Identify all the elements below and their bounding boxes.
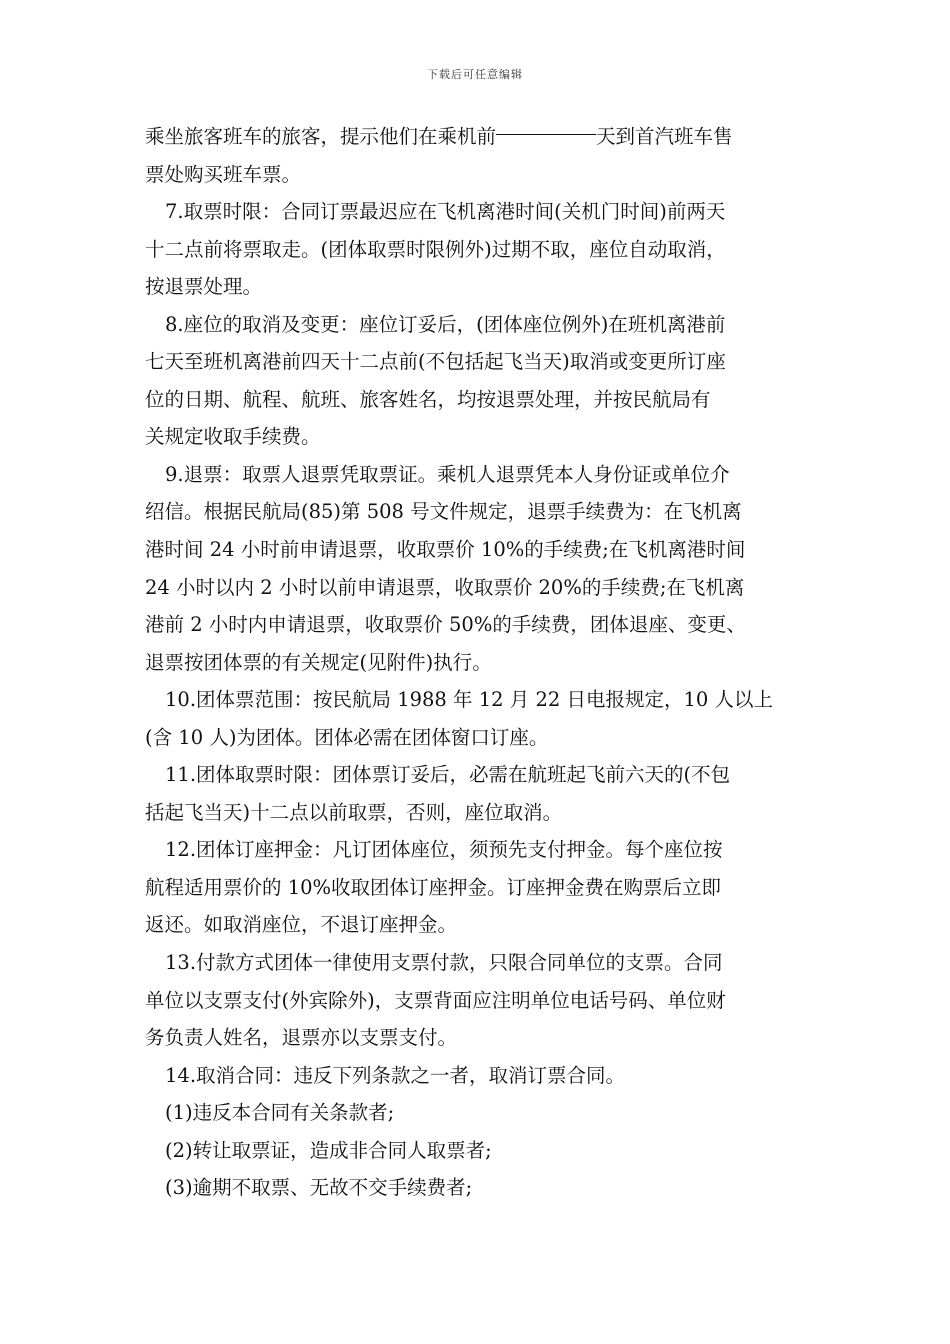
- text-line: 退票按团体票的有关规定(见附件)执行。: [145, 650, 492, 674]
- document-body: [145, 118, 813, 1207]
- text-line: (含 10 人)为团体。团体必需在团体窗口订座。: [145, 725, 549, 749]
- paragraph-11-line: 11.团体取票时限：团体票订妥后，必需在航班起飞前六天的(不包: [165, 763, 731, 787]
- text-segment: 天到首汽班车售: [596, 125, 733, 148]
- list-item: (3)逾期不取票、无故不交手续费者;: [165, 1176, 473, 1200]
- page-header: 下载后可任意编辑: [427, 68, 523, 81]
- text-line: 务负责人姓名，退票亦以支票支付。: [145, 1026, 458, 1050]
- text-line: 十二点前将票取走。(团体取票时限例外)过期不取，座位自动取消，: [145, 237, 726, 261]
- paragraph-9-line: 9.退票：取票人退票凭取票证。乘机人退票凭本人身份证或单位介: [165, 462, 730, 486]
- text-line: 票处购买班车票。: [145, 162, 302, 186]
- text-line: 24 小时以内 2 小时以前申请退票，收取票价 20%的手续费;在飞机离: [145, 575, 745, 599]
- fill-in-blank: [496, 133, 596, 135]
- text-line: 括起飞当天)十二点以前取票，否则，座位取消。: [145, 800, 563, 824]
- text-line: [145, 118, 813, 156]
- text-line: 关规定收取手续费。: [145, 425, 321, 449]
- text-line: 港前 2 小时内申请退票，收取票价 50%的手续费，团体退座、变更、: [145, 613, 746, 637]
- text-line: 返还。如取消座位，不退订座押金。: [145, 913, 458, 937]
- list-item: (1)违反本合同有关条款者;: [165, 1101, 395, 1125]
- text-line: 绍信。根据民航局(85)第 508 号文件规定，退票手续费为：在飞机离: [145, 500, 742, 524]
- text-line: 航程适用票价的 10%收取团体订座押金。订座押金费在购票后立即: [145, 875, 722, 899]
- paragraph-12-line: 12.团体订座押金：凡订团体座位，须预先支付押金。每个座位按: [165, 838, 723, 862]
- paragraph-10-line: 10.团体票范围：按民航局 1988 年 12 月 22 日电报规定，10 人以上: [165, 688, 773, 712]
- text-line: 位的日期、航程、航班、旅客姓名，均按退票处理，并按民航局有: [145, 387, 711, 411]
- paragraph-7-line: 7.取票时限：合同订票最迟应在飞机离港时间(关机门时间)前两天: [165, 200, 726, 224]
- paragraph-13-line: 13.付款方式团体一律使用支票付款，只限合同单位的支票。合同: [165, 951, 723, 975]
- text-line: 七天至班机离港前四天十二点前(不包括起飞当天)取消或变更所订座: [145, 350, 726, 374]
- list-item: (2)转让取票证，造成非合同人取票者;: [165, 1138, 492, 1162]
- paragraph-8-line: 8.座位的取消及变更：座位订妥后，(团体座位例外)在班机离港前: [165, 312, 726, 336]
- paragraph-14-line: 14.取消合同：违反下列条款之一者，取消订票合同。: [165, 1063, 626, 1087]
- text-line: 单位以支票支付(外宾除外)，支票背面应注明单位电话号码、单位财: [145, 988, 726, 1012]
- text-line: 按退票处理。: [145, 275, 263, 299]
- text-line: 港时间 24 小时前申请退票，收取票价 10%的手续费;在飞机离港时间: [145, 538, 746, 562]
- text-segment: 乘坐旅客班车的旅客，提示他们在乘机前: [145, 125, 497, 148]
